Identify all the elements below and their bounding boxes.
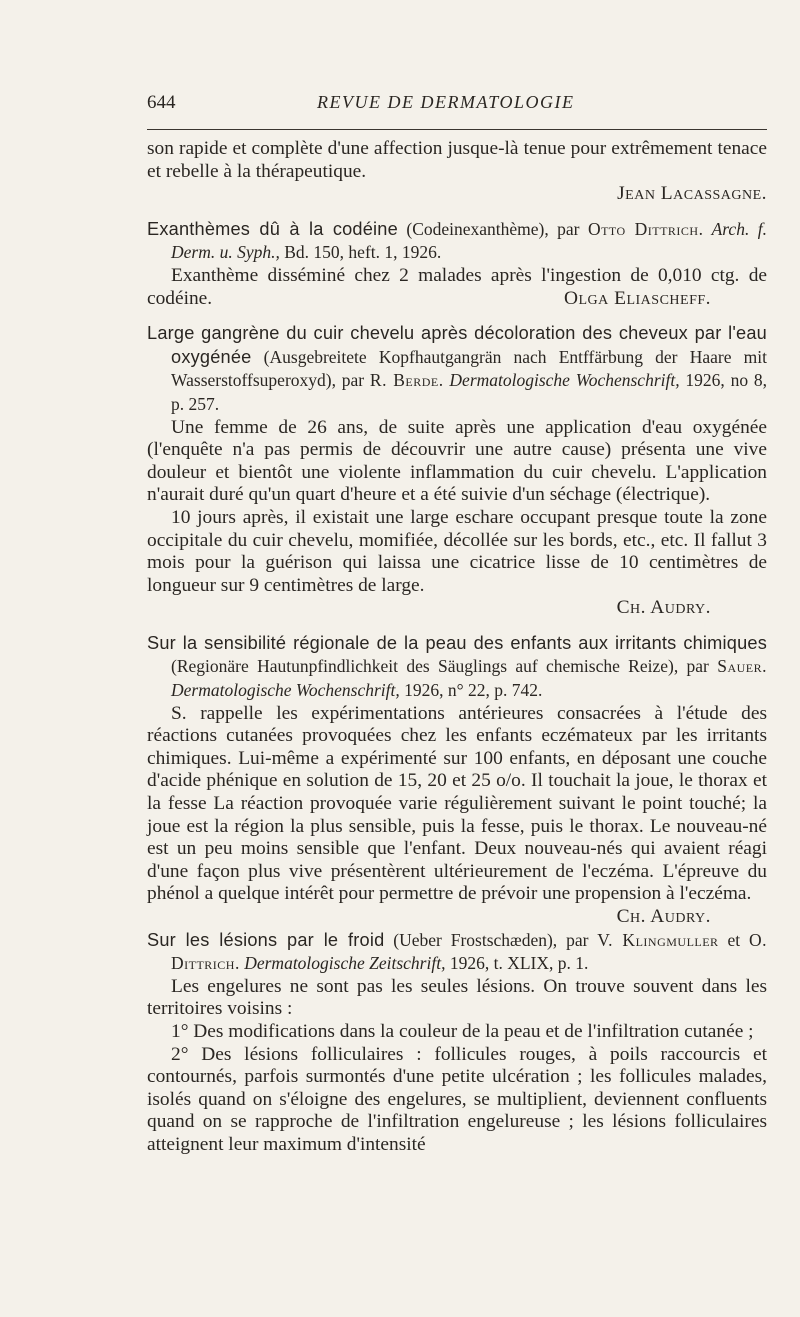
source-text: Bd. 150, heft. 1, 1926. <box>279 242 442 263</box>
abstract-title: Exanthèmes dû à la codéine <box>147 218 398 239</box>
paragraph: Exanthème disséminé chez 2 malades après l'ingestion de 0,010 ctg. de codéine. <box>147 264 767 309</box>
body-text <box>147 138 767 1157</box>
abstract-title: Sur la sensibilité régionale de la peau des enfants aux irritants chimiques <box>147 632 767 653</box>
abstract-codeine <box>147 218 767 310</box>
continuation-text: son rapide et complète d'une affection jusque-là tenue pour extrêmement tenace et rebelle à la thérapeutique. <box>147 138 767 182</box>
paragraph-with-signature <box>147 702 767 927</box>
source-text: (Regionäre Hautunpfindlichkeit des Säuglings auf chemische Reize), par <box>171 656 718 677</box>
paragraph: 10 jours après, il existait une large eschare occupant presque toute la zone occipitale du cuir chevelu, momifiée, décollée sur les bords, etc., etc. Il fallut 3 mois pour la guérison qui laissa une cicatrice lisse de 10 centimètres de longueur sur 9 centimètres de large. <box>147 506 767 596</box>
source-text: et <box>718 929 749 950</box>
author-name: V. Klingmuller <box>597 929 719 950</box>
header-rule <box>147 129 767 130</box>
abstract-gangrene <box>147 322 767 620</box>
abstract-sensibility <box>147 632 767 927</box>
page-number: 644 <box>147 92 176 113</box>
paragraph: Une femme de 26 ans, de suite après une application d'eau oxygénée (l'enquête n'a pas permis de découvrir une autre cause) présenta une vive douleur et bientôt une violente inflammation du cuir chevelu. L'application n'aurait duré qu'un quart d'heure et a été suivie d'un séchage (électrique). <box>147 416 767 506</box>
author-name: R. Berde. <box>369 370 444 391</box>
author-name: Sauer. <box>717 656 767 677</box>
source-text: (Ueber Frostschæden), par <box>384 929 598 950</box>
journal-name: Dermatologische Wochenschrift, <box>171 680 400 701</box>
abstract-heading <box>147 929 767 976</box>
paragraph: S. rappelle les expérimentations antérieures consacrées à l'étude des réactions cutanées provoquées chez les enfants eczémateux par les irritants chimiques. Lui-même a expérimenté sur 100 enfants, en déposant une couche d'acide phénique en solution de 15, 20 et 25 o/o. Il touchait la joue, le thorax et la fesse La réaction provoquée varie régulièrement suivant le point touché; la joue est la région la plus sensible, puis la fesse, puis le thorax. Le nouveau-né est un peu moins sensible que l'enfant. Deux nouveau-nés qui avaient réagi d'une façon plus vive présentèrent ultérieurement de l'eczéma. L'épreuve du phénol a quelque intérêt pour permettre de prévoir une propension à l'eczéma. <box>147 702 767 905</box>
paragraph: Les engelures ne sont pas les seules lésions. On trouve souvent dans les territoires voisins : <box>147 975 767 1020</box>
abstract-heading <box>147 322 767 416</box>
source-text: (Ausgebreitete Kopfhautgangrän nach Entffärbung der Haare mit Wasserstoffsuperoxyd), par <box>171 346 767 391</box>
journal-name: Dermatologische Wochenschrift, <box>443 370 680 391</box>
signature: Ch. Audry. <box>616 906 711 927</box>
author-name: O. Dittrich. <box>171 929 767 974</box>
journal-name: Arch. f. Derm. u. Syph., <box>171 218 767 263</box>
journal-name: Dermatologische Zeitschrift, <box>239 953 446 974</box>
running-title: REVUE DE DERMATOLOGIE <box>317 92 575 112</box>
source-text: 1926, n° 22, p. 742. <box>399 680 543 701</box>
signature: Olga Eliascheff. <box>564 287 711 309</box>
abstract-heading <box>147 632 767 703</box>
abstract-heading <box>147 218 767 265</box>
paragraph-with-signature <box>147 265 767 310</box>
paragraph: 2° Des lésions folliculaires : follicules rouges, à poils raccourcis et contournés, parfois surmontés d'une petite ulcération ; les follicules malades, isolés quand on s'éloigne des engelures, se multiplient, deviennent confluents quand on se rapproche de l'infiltration engelureuse ; les lésions folliculaires atteignent leur maximum d'intensité <box>147 1043 767 1155</box>
signature: Ch. Audry. <box>616 597 711 619</box>
source-text: (Codeinexanthème), par <box>397 218 588 239</box>
abstract-title: Large gangrène du cuir chevelu après décoloration des cheveux par l'eau oxygénée <box>147 323 767 367</box>
paragraph: 1° Des modifications dans la couleur de la peau et de l'infiltration cutanée ; <box>171 1020 754 1042</box>
signature: Jean Lacassagne. <box>617 183 767 205</box>
page-header <box>147 92 764 118</box>
abstract-cold-lesions <box>147 929 767 1157</box>
author-name: Otto Dittrich. <box>587 218 704 239</box>
source-text: 1926, no 8, p. 257. <box>171 370 767 414</box>
abstract-title: Sur les lésions par le froid <box>147 929 385 950</box>
source-text: 1926, t. XLIX, p. 1. <box>445 953 589 974</box>
